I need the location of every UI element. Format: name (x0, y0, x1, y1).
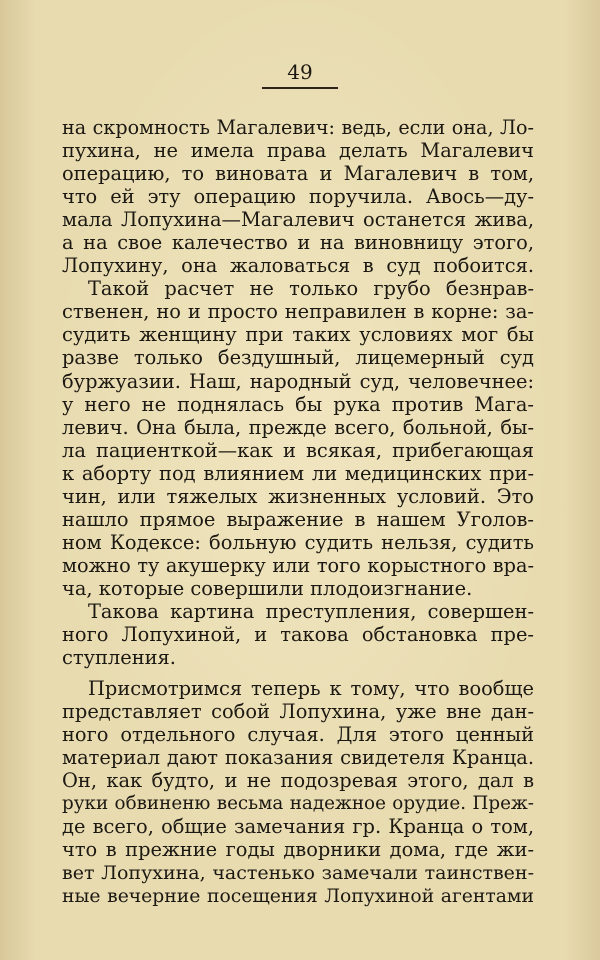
text-line: буржуазии. Наш, народный суд, человечнее: (62, 369, 534, 393)
text-line: что ей эту операцию поручила. Авось—ду- (62, 185, 534, 209)
text-line: вет Лопухина, частенько замечали таинствен- (62, 861, 534, 884)
text-line: что в прежние годы дворники дома, где жи- (62, 838, 534, 862)
text-line: пухина, не имела права делать Магалевич (62, 139, 534, 163)
text-line: можно ту акушерку или того корыстного вра- (62, 553, 534, 577)
page-number: 49 (287, 60, 313, 84)
text-line: представляет собой Лопухина, уже вне дан- (62, 700, 534, 724)
text-line: к аборту под влиянием ли медицинских при- (62, 461, 534, 485)
text-line: ступления. (62, 646, 176, 670)
text-line: ственен, но и просто неправилен в корне: за- (62, 300, 534, 324)
text-line: Присмотримся теперь к тому, что вообще (88, 677, 534, 701)
text-line: материал дают показания свидетеля Кранца. (62, 746, 534, 770)
text-line: Такова картина преступления, совершен- (88, 599, 534, 623)
text-line: нашло прямое выражение в нашем Уголов- (62, 507, 534, 531)
text-line: разве только бездушный, лицемерный суд (62, 346, 534, 370)
text-line: чин, или тяжелых жизненных условий. Это (62, 484, 534, 508)
text-line: ные вечерние посещения Лопухиной агентами (62, 885, 534, 907)
text-line: а на свое калечество и на виновницу этого, (62, 231, 534, 255)
text-line: Лопухину, она жаловаться в суд побоится. (62, 254, 534, 278)
page-number-rule (262, 87, 338, 89)
text-line: руки обвиненю весьма надежное орудие. Преж- (62, 793, 534, 815)
text-line: мала Лопухина—Магалевич останется жива, (62, 208, 534, 232)
text-line: ного Лопухиной, и такова обстановка пре- (62, 623, 534, 647)
text-line: у него не поднялась бы рука против Мага- (62, 392, 534, 416)
text-line: Такой расчет не только грубо безнрав- (88, 277, 534, 301)
text-line: ча, которые совершили плодоизгнание. (62, 576, 473, 600)
text-line: судить женщину при таких условиях мог бы (62, 323, 534, 347)
text-line: ного отдельного случая. Для этого ценный (62, 723, 534, 747)
text-line: операцию, то виновата и Магалевич в том, (62, 162, 534, 186)
text-line: на скромность Магалевич: ведь, если она, Ло- (62, 116, 534, 139)
text-line: ла пациенткой—как и всякая, прибегающая (62, 438, 534, 462)
text-line: Он, как будто, и не подозревая этого, дал в (62, 769, 534, 793)
text-line: де всего, общие замечания гр. Кранца о том, (62, 815, 534, 839)
text-line: левич. Она была, прежде всего, больной, бы- (62, 415, 534, 439)
body-text (62, 116, 534, 908)
text-line: ном Кодексе: больную судить нельзя, судить (62, 530, 534, 554)
